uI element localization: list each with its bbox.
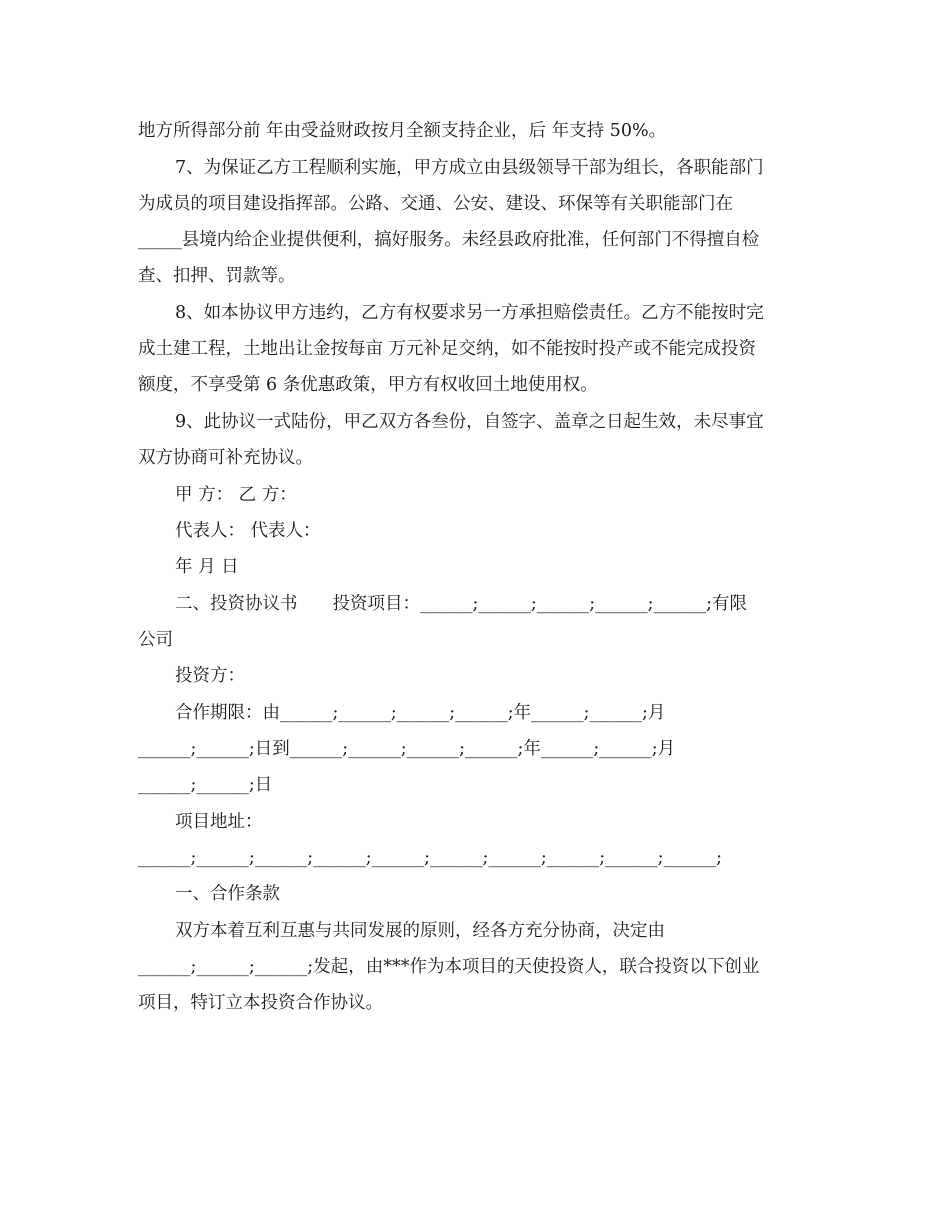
text-line: 地方所得部分前 年由受益财政按月全额支持企业，后 年支持 50%。 xyxy=(138,121,667,141)
text-line: 公司 xyxy=(138,630,173,650)
party-signature-line: 甲 方： 乙 方： xyxy=(175,485,297,505)
investor-label: 投资方： xyxy=(175,666,245,686)
clause-8-line: 8、如本协议甲方违约，乙方有权要求另一方承担赔偿责任。乙方不能按时完 xyxy=(175,303,764,323)
text-line: 为成员的项目建设指挥部。公路、交通、公安、建设、环保等有关职能部门在 xyxy=(138,194,733,214)
date-line: 年 月 日 xyxy=(175,557,239,577)
cooperation-term-line: 合作期限：由______;______;______;______;年______;______;月 xyxy=(175,703,666,723)
text-line: ______;______;______;发起，由***作为本项目的天使投资人，联合投资以下创业 xyxy=(138,957,760,977)
clause-9-line: 9、此协议一式陆份，甲乙双方各叁份，自签字、盖章之日起生效，未尽事宜 xyxy=(175,412,764,432)
text-line: 额度，不享受第 6 条优惠政策，甲方有权收回土地使用权。 xyxy=(138,375,598,395)
clause-7-line: 7、为保证乙方工程顺利实施，甲方成立由县级领导干部为组长，各职能部门 xyxy=(175,158,764,178)
text-line: 成土建工程，土地出让金按每亩 万元补足交纳，如不能按时投产或不能完成投资 xyxy=(138,339,757,359)
text-line: 查、扣押、罚款等。 xyxy=(138,266,296,286)
representative-signature-line: 代表人： 代表人： xyxy=(175,521,321,541)
cooperation-terms-heading: 一、合作条款 xyxy=(175,884,280,904)
text-line: ______;______;日 xyxy=(138,775,273,795)
project-address-blanks: ______;______;______;______;______;______;______;______;______;______; xyxy=(138,848,722,868)
text-line: 双方本着互利互惠与共同发展的原则，经各方充分协商，决定由 xyxy=(175,921,665,941)
project-address-label: 项目地址： xyxy=(175,812,263,832)
text-line: 项目，特订立本投资合作协议。 xyxy=(138,993,383,1013)
text-line: 双方协商可补充协议。 xyxy=(138,448,313,468)
text-line: ______;______;日到______;______;______;______;年______;______;月 xyxy=(138,739,676,759)
section-heading-investment-agreement: 二、投资协议书 投资项目：______;______;______;______;______;有限 xyxy=(175,594,747,614)
text-line: _____县境内给企业提供便利，搞好服务。未经县政府批准，任何部门不得擅自检 xyxy=(138,230,760,250)
